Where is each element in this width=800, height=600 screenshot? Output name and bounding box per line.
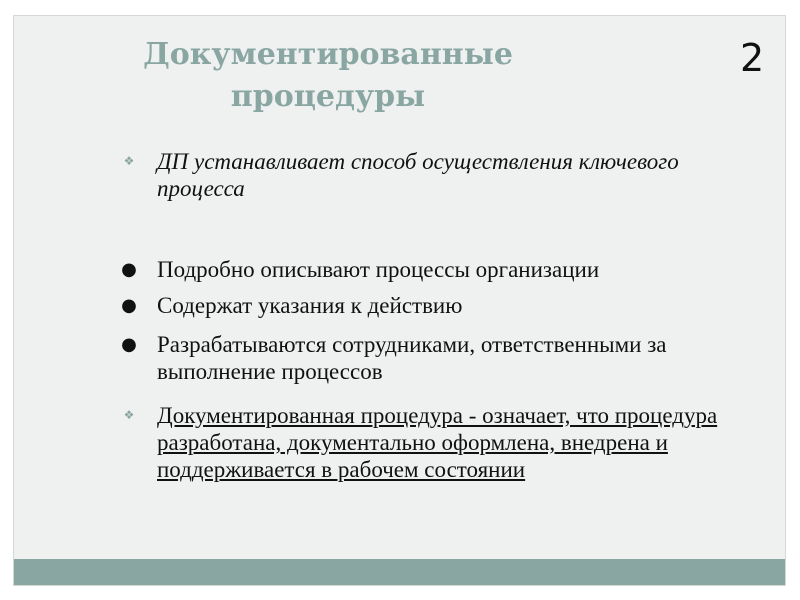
slide [13,15,786,586]
dot-bullet-icon: ● [121,295,137,316]
bullet-text: ДП устанавливает способ осуществления ключевого процесса [157,149,679,201]
bullet-text: Подробно описывают процессы организации [157,257,600,282]
star-bullet-icon: ❖ [123,408,135,422]
bullet-item [123,148,757,202]
slide-content [14,16,785,585]
bullet-item [121,256,757,283]
star-bullet-icon: ❖ [123,154,135,168]
slide-title: Документированные процедуры [143,37,513,114]
bullet-text: Разрабатываются сотрудниками, ответственными за выполнение процессов [157,332,667,384]
slide-number: 2 [740,36,765,80]
dot-bullet-icon: ● [121,259,137,280]
bullet-item [121,331,757,385]
dot-bullet-icon: ● [121,334,137,355]
bullet-item [121,292,757,319]
footer-bar [14,559,785,585]
bullet-text: Документированная процедура - означает, что процедура разработана, документально оформлена, внедрена и поддерживается в рабочем состоянии [157,403,718,482]
bullet-text: Содержат указания к действию [157,293,463,318]
bullet-item [123,402,757,483]
